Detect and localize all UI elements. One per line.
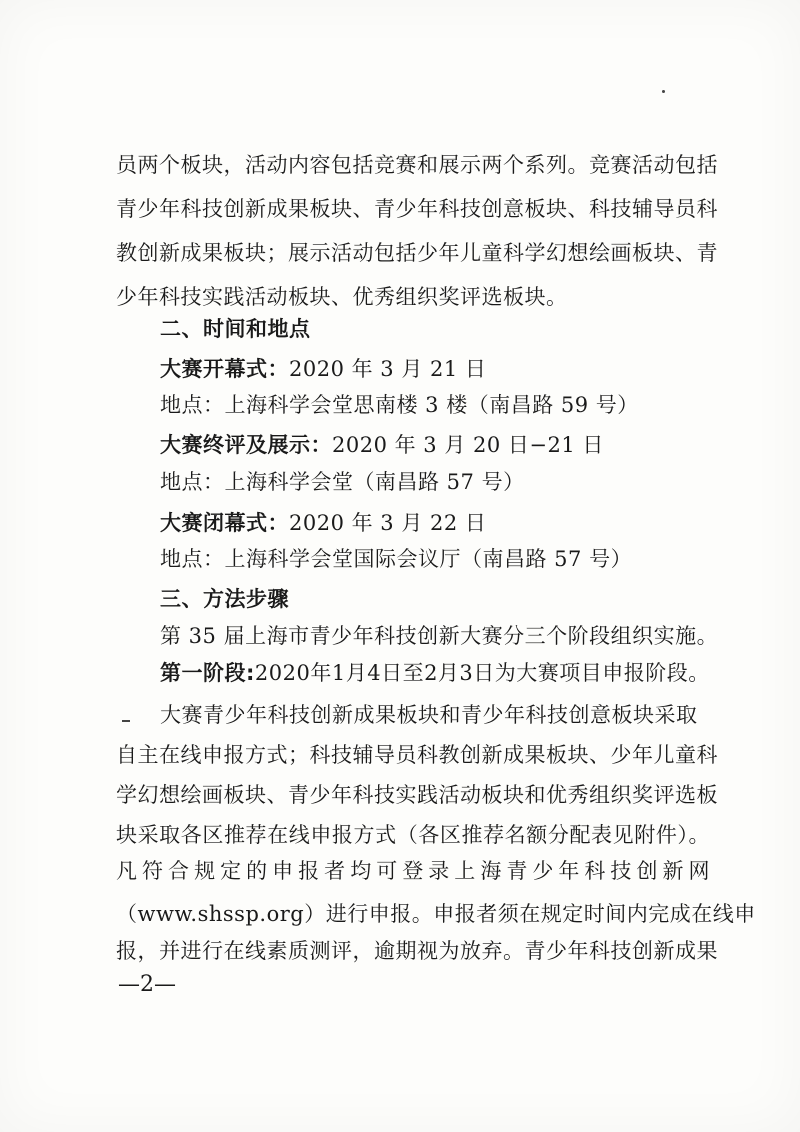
- closing-place: 地点：上海科学会堂国际会议厅（南昌路 57 号）: [160, 547, 633, 571]
- paragraph-line: 青少年科技创新成果板块、青少年科技创意板块、科技辅导员科: [116, 197, 718, 221]
- closing-label: 大赛闭幕式：: [160, 511, 289, 535]
- scan-speck: [662, 90, 665, 93]
- stage1-text: 2020年1月4日至2月3日为大赛项目申报阶段。: [254, 661, 710, 685]
- opening-line: [160, 356, 486, 382]
- opening-label: 大赛开幕式：: [160, 357, 289, 381]
- paragraph-line: 学幻想绘画板块、青少年科技实践活动板块和优秀组织奖评选板: [116, 783, 718, 807]
- paragraph-line: 大赛青少年科技创新成果板块和青少年科技创意板块采取: [160, 703, 698, 727]
- final-place: 地点：上海科学会堂（南昌路 57 号）: [160, 470, 525, 494]
- final-label: 大赛终评及展示：: [160, 433, 332, 457]
- page-number: —2—: [118, 972, 176, 997]
- closing-date: 2020 年 3 月 22 日: [289, 511, 487, 535]
- section-heading: 三、方法步骤: [160, 587, 289, 611]
- stages-intro: 第 35 届上海市青少年科技创新大赛分三个阶段组织实施。: [160, 624, 719, 648]
- paragraph-line: 块采取各区推荐在线申报方式（各区推荐名额分配表见附件）。: [116, 823, 710, 847]
- opening-place: 地点：上海科学会堂思南楼 3 楼（南昌路 59 号）: [160, 393, 639, 417]
- paragraph-line: 自主在线申报方式；科技辅导员科教创新成果板块、少年儿童科: [116, 743, 718, 767]
- stage1-label: 第一阶段:: [160, 661, 255, 685]
- scan-speck: [122, 720, 130, 722]
- paragraph-line: 报，并进行在线素质测评，逾期视为放弃。青少年科技创新成果: [116, 939, 718, 963]
- final-line: [160, 432, 604, 458]
- paragraph-line: 教创新成果板块；展示活动包括少年儿童科学幻想绘画板块、青: [116, 241, 718, 265]
- paragraph-line: （www.shssp.org）进行申报。申报者须在规定时间内完成在线申: [116, 902, 756, 926]
- closing-line: [160, 510, 486, 536]
- final-date: 2020 年 3 月 20 日−21 日: [332, 433, 604, 457]
- section-heading: 二、时间和地点: [160, 317, 311, 341]
- paragraph-line: 员两个板块，活动内容包括竞赛和展示两个系列。竞赛活动包括: [116, 153, 718, 177]
- stage1-line: [160, 660, 710, 686]
- opening-date: 2020 年 3 月 21 日: [289, 357, 487, 381]
- paragraph-line: 少年科技实践活动板块、优秀组织奖评选板块。: [116, 285, 568, 309]
- paragraph-line: 凡符合规定的申报者均可登录上海青少年科技创新网: [116, 859, 710, 883]
